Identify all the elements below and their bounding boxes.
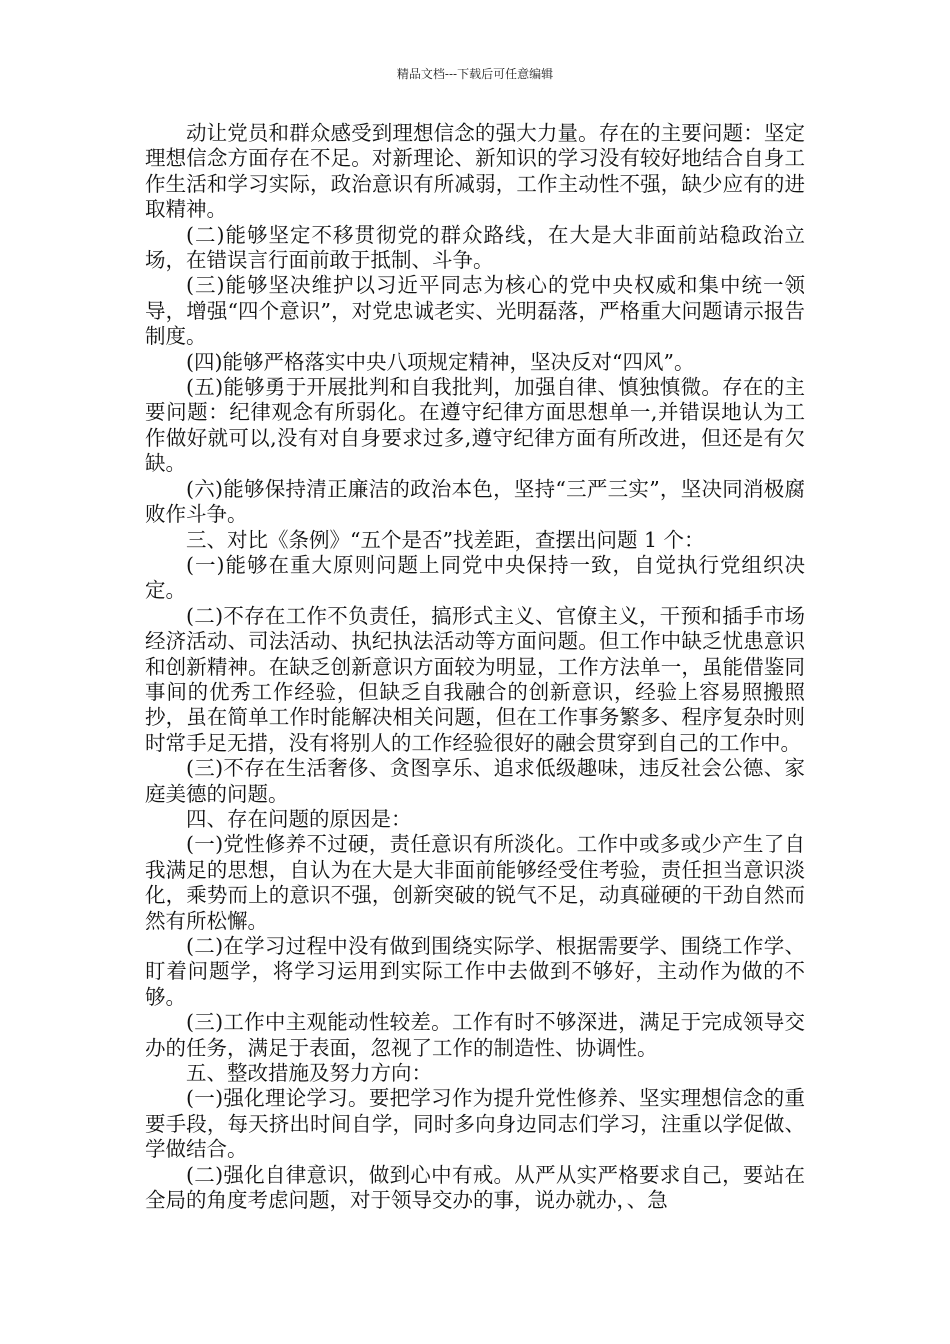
- section-heading: 五、整改措施及努力方向：: [186, 1061, 432, 1086]
- paragraph: (二)能够坚定不移贯彻党的群众路线，在大是大非面前站稳政治立场，在错误言行面前敢于抵制、斗争。: [145, 222, 805, 273]
- paragraph: (六)能够保持清正廉洁的政治本色，坚持“三严三实”，坚决同消极腐败作斗争。: [145, 476, 805, 527]
- paragraph: (二)强化自律意识，做到心中有戒。从严从实严格要求自己，要站在全局的角度考虑问题，对于领导交办的事，说办就办，、急: [145, 1162, 805, 1213]
- paragraph: (二)不存在工作不负责任，搞形式主义、官僚主义，干预和插手市场经济活动、司法活动、执纪执法活动等方面问题。但工作中缺乏忧患意识和创新精神。在缺乏创新意识方面较为明显，工作方法单一，虽能借鉴同事间的优秀工作经验，但缺乏自我融合的创新意识，经验上容易照搬照抄，虽在简单工作时能解决相关问题，但在工作事务繁多、程序复杂时则时常手足无措，没有将别人的工作经验很好的融会贯穿到自己的工作中。: [145, 603, 805, 755]
- paragraph: (一)能够在重大原则问题上同党中央保持一致，自觉执行党组织决定。: [145, 552, 805, 603]
- paragraph: (四)能够严格落实中央八项规定精神，坚决反对“四风”。: [186, 349, 695, 374]
- section-heading: 四、存在问题的原因是：: [186, 806, 412, 831]
- paragraph: (二)在学习过程中没有做到围绕实际学、根据需要学、围绕工作学、盯着问题学，将学习运用到实际工作中去做到不够好，主动作为做的不够。: [145, 934, 805, 1009]
- section-heading: 三、对比《条例》“五个是否”找差距，查摆出问题 1 个：: [186, 527, 705, 552]
- paragraph: (一)党性修养不过硬，责任意识有所淡化。工作中或多或少产生了自我满足的思想，自认为在大是大非面前能够经受住考验，责任担当意识淡化，乘势而上的意识不强，创新突破的锐气不足，动真碰硬的干劲自然而然有所松懈。: [145, 832, 805, 933]
- paragraph: (三)不存在生活奢侈、贪图享乐、追求低级趣味，违反社会公德、家庭美德的问题。: [145, 756, 805, 806]
- document-body: [145, 121, 805, 1213]
- paragraph: (三)能够坚决维护以习近平同志为核心的党中央权威和集中统一领导，增强“四个意识”，对党忠诚老实、光明磊落，严格重大问题请示报告制度。: [145, 273, 805, 349]
- paragraph: (一)强化理论学习。要把学习作为提升党性修养、坚实理想信念的重要手段，每天挤出时间自学，同时多向身边同志们学习，注重以学促做、学做结合。: [145, 1086, 805, 1162]
- paragraph: 动让党员和群众感受到理想信念的强大力量。存在的主要问题：坚定理想信念方面存在不足。对新理论、新知识的学习没有较好地结合自身工作生活和学习实际，政治意识有所减弱，工作主动性不强，缺少应有的进取精神。: [145, 121, 805, 222]
- paragraph: (五)能够勇于开展批判和自我批判，加强自律、慎独慎微。存在的主要问题：纪律观念有所弱化。在遵守纪律方面思想单一,并错误地认为工作做好就可以,没有对自身要求过多,遵守纪律方面有所改进，但还是有欠缺。: [145, 375, 805, 476]
- paragraph: (三)工作中主观能动性较差。工作有时不够深进，满足于完成领导交办的任务，满足于表面，忽视了工作的制造性、协调性。: [145, 1010, 805, 1060]
- page-header: 精品文档---下载后可任意编辑: [396, 67, 554, 81]
